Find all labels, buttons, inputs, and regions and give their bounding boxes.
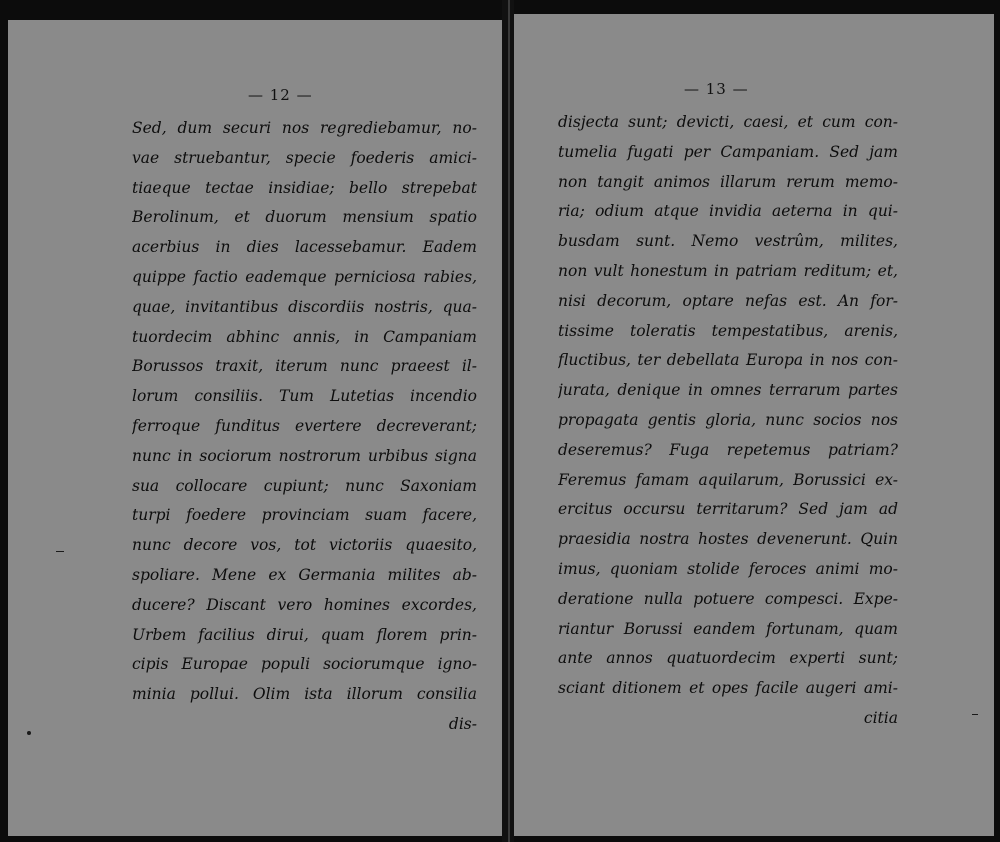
right-page bbox=[514, 14, 994, 836]
text-line: ercitus occursu territarum? Sed jam ad bbox=[558, 500, 898, 519]
text-line: sua collocare cupiunt; nunc Saxoniam bbox=[132, 476, 477, 495]
text-line: fluctibus, ter debellata Europa in nos con- bbox=[558, 351, 898, 370]
text-line: non vult honestum in patriam reditum; et, bbox=[558, 261, 898, 280]
scan-border bbox=[0, 0, 1000, 14]
page-number-right: — 13 — bbox=[684, 80, 749, 98]
scan-speck bbox=[56, 551, 64, 552]
text-line: Borussos traxit, iterum nunc praeest il- bbox=[132, 357, 477, 376]
text-line: Berolinum, et duorum mensium spatio bbox=[132, 208, 477, 227]
text-line: lorum consiliis. Tum Lutetias incendio bbox=[132, 387, 477, 406]
text-line: ferroque funditus evertere decreverant; bbox=[132, 416, 477, 435]
text-line: nisi decorum, optare nefas est. An for- bbox=[558, 291, 898, 310]
text-line: vae struebantur, specie foederis amici- bbox=[132, 148, 477, 167]
text-line: spoliare. Mene ex Germania milites ab- bbox=[132, 565, 477, 584]
text-line: busdam sunt. Nemo vestrûm, milites, bbox=[558, 232, 898, 251]
text-line: quippe factio eademque perniciosa rabies, bbox=[132, 267, 477, 286]
text-line: propagata gentis gloria, nunc socios nos bbox=[558, 410, 898, 429]
text-line: tuordecim abhinc annis, in Campaniam bbox=[132, 327, 477, 346]
left-page-text bbox=[132, 114, 477, 740]
text-line: non tangit animos illarum rerum memo- bbox=[558, 172, 898, 191]
catchword: citia bbox=[863, 708, 898, 727]
text-line: praesidia nostra hostes devenerunt. Quin bbox=[558, 530, 898, 549]
scan-speck bbox=[972, 714, 978, 715]
text-line: tiaeque tectae insidiae; bello strepebat bbox=[132, 178, 477, 197]
gutter-fold bbox=[508, 0, 510, 842]
text-line: deratione nulla potuere compesci. Expe- bbox=[558, 589, 898, 608]
text-line: turpi foedere provinciam suam facere, bbox=[132, 506, 477, 525]
text-line: ria; odium atque invidia aeterna in qui- bbox=[558, 202, 898, 221]
text-line: imus, quoniam stolide feroces animi mo- bbox=[558, 559, 898, 578]
text-line: disjecta sunt; devicti, caesi, et cum con- bbox=[558, 113, 898, 131]
text-line: Urbem facilius dirui, quam florem prin- bbox=[132, 625, 477, 644]
text-line: deseremus? Fuga repetemus patriam? bbox=[558, 440, 898, 459]
text-line: sciant ditionem et opes facile augeri ami- bbox=[558, 679, 898, 698]
text-line: tissime toleratis tempestatibus, arenis, bbox=[558, 321, 898, 340]
right-page-text bbox=[558, 108, 898, 734]
text-line: riantur Borussi eandem fortunam, quam bbox=[558, 619, 898, 638]
text-line: ante annos quatuordecim experti sunt; bbox=[558, 649, 898, 668]
left-page bbox=[8, 20, 502, 836]
text-line: quae, invitantibus discordiis nostris, qua- bbox=[132, 297, 477, 316]
catchword: dis- bbox=[448, 714, 477, 733]
text-line: Feremus famam aquilarum, Borussici ex- bbox=[558, 470, 898, 489]
text-line: minia pollui. Olim ista illorum consilia bbox=[132, 685, 477, 704]
text-line: tumelia fugati per Campaniam. Sed jam bbox=[558, 142, 898, 161]
text-line: cipis Europae populi sociorumque igno- bbox=[132, 655, 477, 674]
scan-speck bbox=[27, 731, 31, 735]
page-number-left: — 12 — bbox=[248, 86, 313, 104]
text-line: ducere? Discant vero homines excordes, bbox=[132, 595, 477, 614]
text-line: acerbius in dies lacessebamur. Eadem bbox=[132, 238, 477, 257]
text-line: Sed, dum securi nos regrediebamur, no- bbox=[132, 119, 477, 137]
text-line: jurata, denique in omnes terrarum partes bbox=[558, 381, 898, 400]
text-line: nunc in sociorum nostrorum urbibus signa bbox=[132, 446, 477, 465]
text-line: nunc decore vos, tot victoriis quaesito, bbox=[132, 536, 477, 555]
